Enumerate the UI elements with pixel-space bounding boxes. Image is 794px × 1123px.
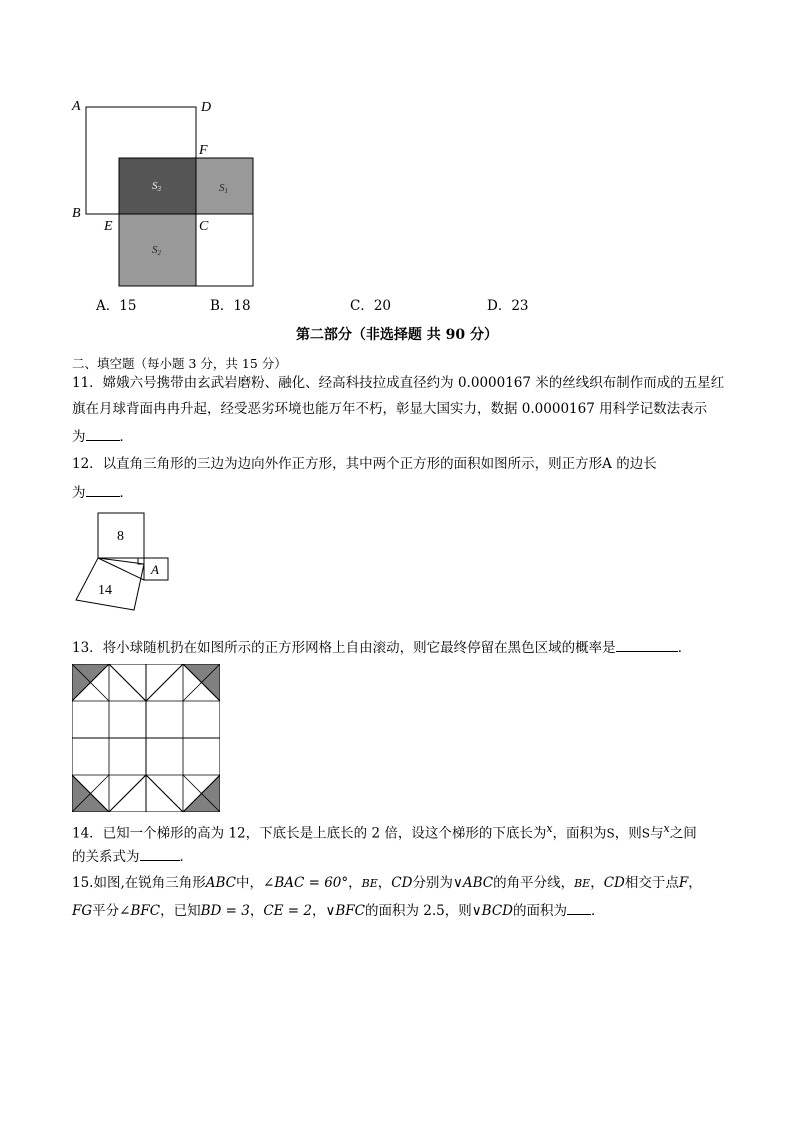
- option-b: B．18: [210, 298, 251, 314]
- q15-answer-blank[interactable]: [567, 900, 591, 915]
- label-e: E: [104, 219, 113, 234]
- pythagoras-figure: [70, 508, 180, 613]
- label-14: 14: [98, 583, 112, 598]
- q15-line2: FG平分∠BFC，已知BD = 3，CE = 2，∨BFC的面积为 2.5，则∨BCD的面积为 ．: [72, 900, 604, 921]
- label-c: C: [199, 219, 209, 234]
- option-d: D．23: [487, 298, 529, 314]
- part2-heading: 第二部分（非选择题 共 90 分）: [295, 327, 499, 343]
- label-a: A: [72, 99, 81, 114]
- q14-line2: 的关系式为 ．: [72, 846, 193, 867]
- label-b: B: [72, 206, 81, 221]
- q14-line1: 14．已知一个梯形的高为 12，下底长是上底长的 2 倍，设这个梯形的下底长为$^x$，面积为S，则S与$^x$之间: [72, 822, 697, 842]
- q11-line3: 为 ．: [72, 426, 133, 447]
- q11-line1: 11．嫦娥六号携带由玄武岩磨粉、融化、经高科技拉成直径约为 0.0000167 米的丝线织布制作而成的五星红: [72, 375, 725, 391]
- q12-answer-blank[interactable]: [86, 482, 120, 497]
- label-a-small: A: [151, 562, 159, 577]
- region-s1: [196, 158, 253, 214]
- q13-answer-blank[interactable]: [616, 637, 678, 652]
- option-c: C．20: [350, 298, 392, 314]
- q15-line1: 15.如图,在锐角三角形ABC中，∠BAC = 60°，BE，CD分别为∨ABC的角平分线，BE，CD相交于点F，: [72, 875, 702, 891]
- q11-line2: 旗在月球背面冉冉升起，经受恶劣环境也能万年不朽，彰显大国实力，数据 0.0000167 用科学记数法表示: [72, 401, 708, 417]
- q14-answer-blank[interactable]: [140, 846, 180, 861]
- q12-line2: 为 ．: [72, 482, 133, 503]
- q12-line1: 12．以直角三角形的三边为边向外作正方形，其中两个正方形的面积如图所示，则正方形A 的边长: [72, 456, 657, 472]
- section-heading: 二、填空题（每小题 3 分，共 15 分）: [72, 356, 287, 371]
- label-f: F: [199, 143, 208, 158]
- label-d: D: [201, 100, 212, 115]
- q13-line: 13．将小球随机扔在如图所示的正方形网格上自由滚动，则它最终停留在黑色区域的概率是 ．: [72, 637, 691, 658]
- label-s1: S1: [219, 182, 228, 195]
- label-8: 8: [117, 529, 124, 544]
- q11-answer-blank[interactable]: [86, 426, 120, 441]
- option-a: A．15: [96, 298, 137, 314]
- grid-figure: [72, 664, 220, 812]
- label-s3: S3: [152, 180, 161, 193]
- label-s2: S2: [152, 244, 161, 257]
- grid-lines: [72, 664, 220, 812]
- squares-figure: [60, 90, 280, 295]
